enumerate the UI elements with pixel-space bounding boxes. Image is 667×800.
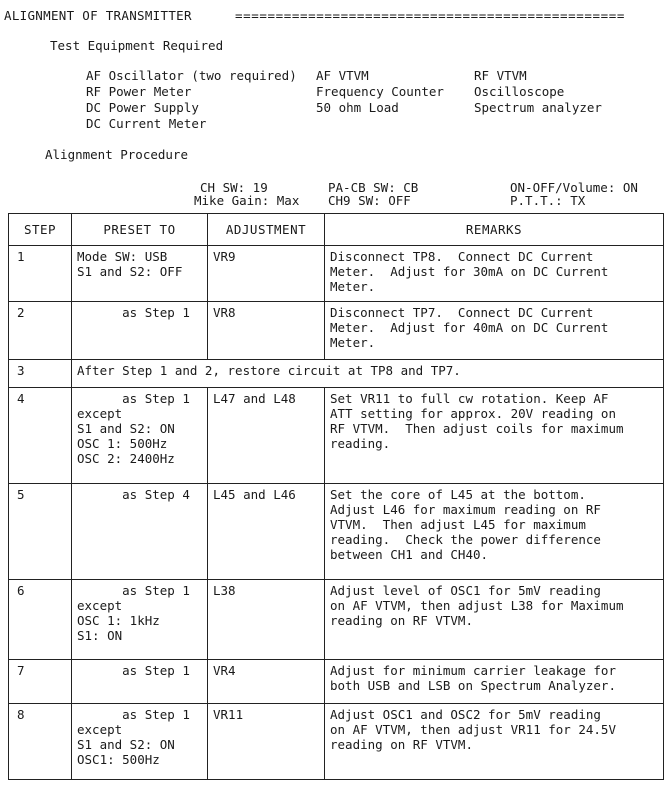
adjustment-cell: VR9 [208,246,325,302]
page-title: ALIGNMENT OF TRANSMITTER [4,8,192,23]
step-number: 1 [9,246,72,302]
equipment-item: AF Oscillator (two required) [86,68,297,83]
equipment-item: DC Current Meter [86,116,207,131]
table-header-row [9,214,664,246]
table-row [9,660,664,704]
table-row [9,580,664,660]
step-number: 7 [9,660,72,704]
equipment-item: DC Power Supply [86,100,199,115]
equipment-item: Oscilloscope [474,84,565,99]
preset-cell: as Step 1 [72,660,208,704]
adjustment-cell: VR11 [208,704,325,780]
remarks-cell: Disconnect TP8. Connect DC Current Meter. Adjust for 30mA on DC Current Meter. [325,246,664,302]
remarks-cell: Adjust for minimum carrier leakage for both USB and LSB on Spectrum Analyzer. [325,660,664,704]
step-number: 2 [9,302,72,360]
ptt-condition: P.T.T.: TX [510,193,586,208]
remarks-cell: Disconnect TP7. Connect DC Current Meter. Adjust for 40mA on DC Current Meter. [325,302,664,360]
remarks-cell: Set the core of L45 at the bottom. Adjust L46 for maximum reading on RF VTVM. Then adjust L45 for maximum reading. Check the power difference between CH1 and CH40. [325,484,664,580]
remarks-cell: Adjust OSC1 and OSC2 for 5mV reading on AF VTVM, then adjust VR11 for 24.5V reading on RF VTVM. [325,704,664,780]
equipment-item: Spectrum analyzer [474,100,602,115]
header-step: STEP [9,214,72,246]
ch-sw-condition: CH SW: 19 [200,180,268,195]
equipment-item: Frequency Counter [316,84,444,99]
step-number: 3 [9,360,72,388]
step-number: 5 [9,484,72,580]
preset-cell: as Step 4 [72,484,208,580]
title-rule: ================================================ [235,8,626,23]
adjustment-cell: VR8 [208,302,325,360]
spanning-note-cell: After Step 1 and 2, restore circuit at TP8 and TP7. [72,360,664,388]
equipment-column-3 [474,68,602,116]
alignment-table [8,213,664,780]
step-number: 6 [9,580,72,660]
procedure-heading: Alignment Procedure [45,147,188,162]
table-row [9,246,664,302]
preset-cell: as Step 1 except S1 and S2: ON OSC 1: 500Hz OSC 2: 2400Hz [72,388,208,484]
adjustment-cell: L47 and L48 [208,388,325,484]
equipment-column-1 [86,68,297,132]
pa-cb-sw-condition: PA-CB SW: CB [328,180,419,195]
step-number: 4 [9,388,72,484]
header-preset: PRESET TO [72,214,208,246]
header-adjustment: ADJUSTMENT [208,214,325,246]
equipment-column-2 [316,68,444,116]
preset-cell: as Step 1 except OSC 1: 1kHz S1: ON [72,580,208,660]
preset-cell: Mode SW: USB S1 and S2: OFF [72,246,208,302]
mike-gain-condition: Mike Gain: Max [194,193,300,208]
step-number: 8 [9,704,72,780]
remarks-cell: Set VR11 to full cw rotation. Keep AF ATT setting for approx. 20V reading on RF VTVM. Then adjust coils for maximum reading. [325,388,664,484]
table-row [9,302,664,360]
ch9-sw-condition: CH9 SW: OFF [328,193,411,208]
header-remarks: REMARKS [325,214,664,246]
equipment-item: RF Power Meter [86,84,192,99]
equipment-item: 50 ohm Load [316,100,399,115]
adjustment-cell: L45 and L46 [208,484,325,580]
on-off-volume-condition: ON-OFF/Volume: ON [510,180,638,195]
adjustment-cell: VR4 [208,660,325,704]
preset-cell: as Step 1 [72,302,208,360]
table-row [9,388,664,484]
table-row [9,360,664,388]
equipment-item: RF VTVM [474,68,527,83]
preset-cell: as Step 1 except S1 and S2: ON OSC1: 500Hz [72,704,208,780]
equipment-heading: Test Equipment Required [50,38,224,53]
equipment-item: AF VTVM [316,68,369,83]
table-row [9,484,664,580]
table-row [9,704,664,780]
adjustment-cell: L38 [208,580,325,660]
remarks-cell: Adjust level of OSC1 for 5mV reading on AF VTVM, then adjust L38 for Maximum reading on RF VTVM. [325,580,664,660]
